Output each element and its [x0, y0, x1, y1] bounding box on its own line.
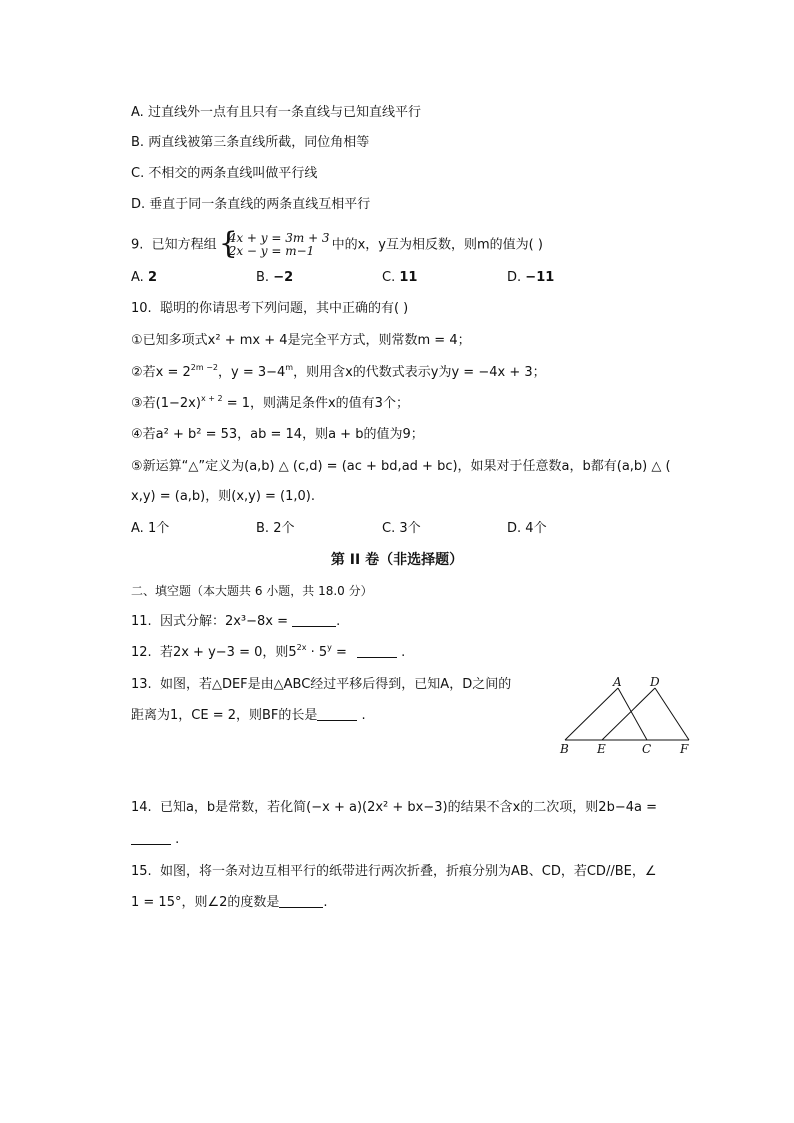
- statement-part: ，y = 3−4: [218, 365, 286, 380]
- option-letter: B.: [256, 270, 270, 285]
- q10-option-b: [256, 520, 294, 538]
- option-text: 两直线被第三条直线所截，同位角相等: [148, 135, 370, 150]
- label-e: E: [597, 742, 606, 756]
- q12-period: .: [397, 645, 406, 660]
- q11-period: .: [336, 614, 341, 629]
- option-letter: C.: [131, 166, 145, 181]
- q10-option-a: [131, 520, 169, 538]
- q13-line1: [131, 676, 511, 694]
- q10-statement-5-line1: ⑤新运算“△”定义为(a,b) △ (c,d) = (ac + bd,ad + bc)，如果对于任意数a，b都有(a,b) △ (: [131, 459, 671, 474]
- option-letter: D.: [507, 521, 522, 536]
- q13-text: 距离为1，CE = 2，则BF的长是: [131, 708, 318, 723]
- q15-period: .: [323, 895, 328, 910]
- option-text: 1个: [147, 521, 170, 536]
- q10-statement-1: ①已知多项式x² + mx + 4是完全平方式，则常数m = 4；: [131, 333, 471, 348]
- statement-part: ，则用含x的代数式表示y为y = −4x + 3；: [293, 365, 546, 380]
- q9-suffix: 中的x，y互为相反数，则m的值为( ): [331, 237, 543, 253]
- q8-option-c: [131, 165, 317, 183]
- q13-period: .: [357, 708, 366, 723]
- q13-text: 如图，若△DEF是由△ABC经过平移后得到，已知A，D之间的: [159, 677, 512, 692]
- q12: [131, 644, 405, 662]
- q15-line2: [131, 894, 328, 912]
- option-letter: B.: [131, 135, 145, 150]
- statement-part: ③若(1−2x): [131, 396, 201, 411]
- part2-title: 第 II 卷（非选择题）: [330, 552, 464, 568]
- question-number: 13.: [131, 677, 152, 692]
- brace-icon: {: [218, 226, 238, 261]
- q15-text: 如图，将一条对边互相平行的纸带进行两次折叠，折痕分别为AB、CD，若CD//BE，∠: [159, 864, 657, 879]
- q9-prefix: 已知方程组: [151, 237, 217, 253]
- label-f: F: [680, 742, 689, 756]
- option-letter: B.: [256, 521, 270, 536]
- segment-ac: [618, 688, 647, 740]
- option-letter: C.: [382, 270, 396, 285]
- exponent: 2m −2: [190, 363, 218, 372]
- question-number: 9.: [131, 237, 144, 253]
- option-text: 11: [399, 270, 418, 285]
- q10-stem-text: 聪明的你请思考下列问题，其中正确的有( ): [159, 301, 409, 316]
- exponent: m: [285, 363, 294, 372]
- q8-option-a: [131, 104, 421, 122]
- q10-option-c: [382, 520, 421, 538]
- exponent: 2x: [296, 643, 307, 652]
- question-number: 15.: [131, 864, 152, 879]
- option-text: 过直线外一点有且只有一条直线与已知直线平行: [147, 105, 421, 120]
- question-number: 14.: [131, 800, 152, 815]
- q14-text: 已知a，b是常数，若化简(−x + a)(2x² + bx−3)的结果不含x的二次项，则2b−4a =: [159, 800, 657, 815]
- option-text: −11: [525, 270, 555, 285]
- q9-option-b: [256, 269, 293, 287]
- q13-triangle-figure: [552, 674, 702, 762]
- answer-blank[interactable]: [279, 895, 323, 908]
- q9-option-a: [131, 269, 157, 287]
- option-text: 2: [147, 270, 157, 285]
- q9-option-d: [507, 269, 554, 287]
- exponent: x + 2: [200, 394, 223, 403]
- q10-option-d: [507, 520, 547, 538]
- q10-statement-5-line2: x,y) = (a,b)，则(x,y) = (1,0).: [131, 489, 316, 504]
- answer-blank[interactable]: [357, 645, 397, 658]
- q8-option-b: [131, 134, 369, 152]
- equation-system: [218, 226, 330, 261]
- q14-line1: [131, 799, 657, 817]
- label-d: D: [650, 675, 660, 689]
- option-text: 不相交的两条直线叫做平行线: [148, 166, 318, 181]
- equation-1: 4x + y = 3m + 3: [228, 231, 330, 245]
- q15-line1: [131, 863, 657, 881]
- q13-line2: [131, 707, 366, 725]
- label-c: C: [642, 742, 652, 756]
- q14-line2: [131, 831, 179, 849]
- question-number: 11.: [131, 614, 152, 629]
- option-text: −2: [273, 270, 294, 285]
- option-letter: D.: [507, 270, 522, 285]
- answer-blank[interactable]: [131, 832, 171, 845]
- answer-blank[interactable]: [317, 708, 357, 721]
- label-a: A: [613, 675, 622, 689]
- q12-text: 若2x + y−3 = 0，则5: [159, 645, 297, 660]
- q15-text: 1 = 15°，则∠2的度数是: [131, 895, 280, 910]
- q12-text: · 5: [306, 645, 328, 660]
- option-letter: A.: [131, 105, 144, 120]
- option-letter: A.: [131, 270, 144, 285]
- question-number: 12.: [131, 645, 152, 660]
- label-b: B: [560, 742, 569, 756]
- section2-heading: 二、填空题（本大题共 6 小题，共 18.0 分）: [131, 584, 373, 598]
- q9-stem: [131, 226, 543, 261]
- option-letter: D.: [131, 197, 146, 212]
- statement-part: ②若x = 2: [131, 365, 191, 380]
- question-number: 10.: [131, 301, 152, 316]
- q12-text: =: [331, 645, 352, 660]
- option-text: 垂直于同一条直线的两条直线互相平行: [149, 197, 371, 212]
- q11: [131, 613, 340, 631]
- q11-text: 因式分解：2x³−8x =: [159, 614, 293, 629]
- option-text: 4个: [525, 521, 547, 536]
- answer-blank[interactable]: [292, 614, 336, 627]
- segment-df: [655, 688, 689, 740]
- option-text: 2个: [273, 521, 295, 536]
- equation-2: 2x − y = m−1: [228, 244, 315, 258]
- q8-option-d: [131, 196, 370, 214]
- statement-part: = 1，则满足条件x的值有3个；: [222, 396, 409, 411]
- q14-period: .: [171, 832, 180, 847]
- q10-statement-2: [131, 364, 546, 382]
- q10-statement-4: ④若a² + b² = 53，ab = 14，则a + b的值为9；: [131, 427, 424, 442]
- q9-option-c: [382, 269, 417, 287]
- option-text: 3个: [399, 521, 421, 536]
- option-letter: C.: [382, 521, 396, 536]
- q10-stem: [131, 300, 408, 318]
- q10-statement-3: [131, 395, 409, 413]
- option-letter: A.: [131, 521, 144, 536]
- exponent: y: [327, 643, 332, 652]
